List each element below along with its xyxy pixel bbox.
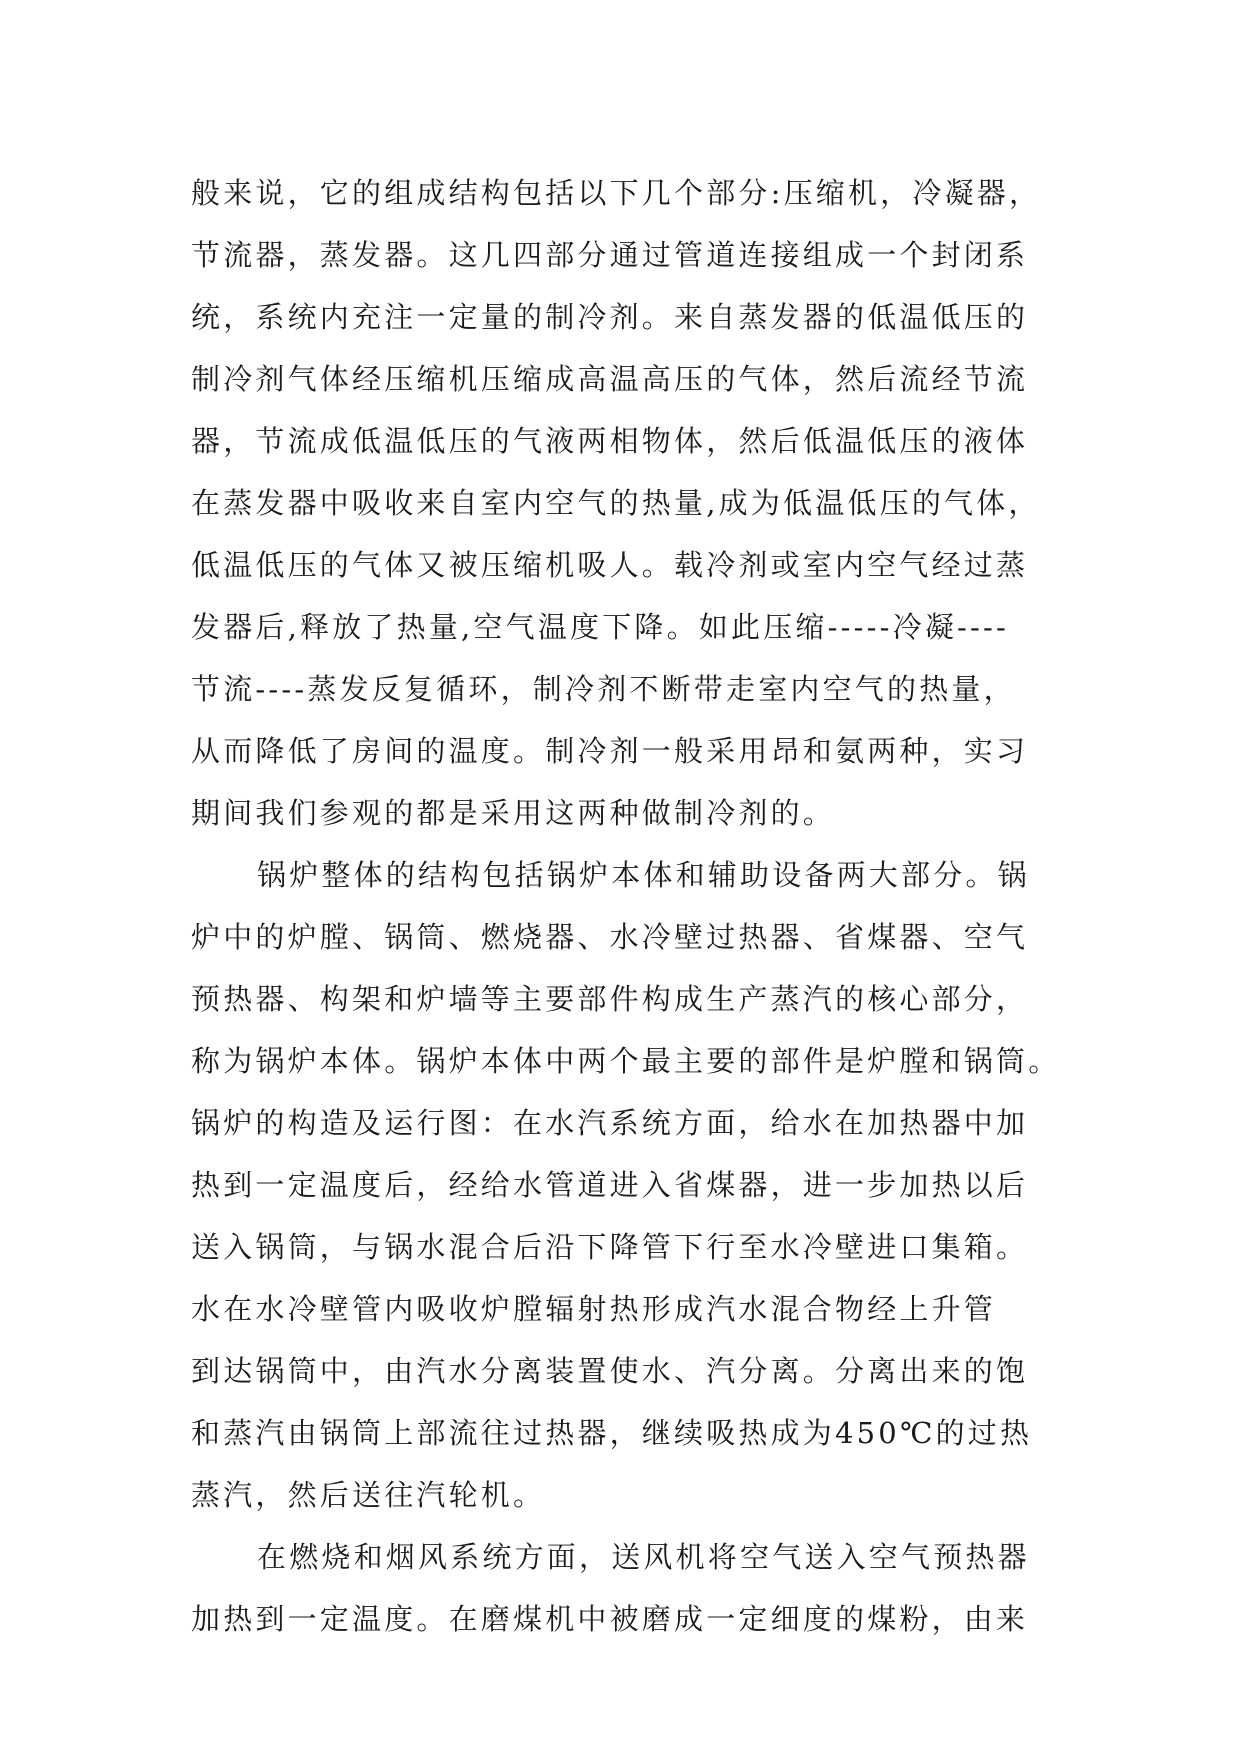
paragraph-line: 蒸汽，然后送往汽轮机。 xyxy=(191,1478,546,1512)
paragraph-line: 水在水冷壁管内吸收炉膛辐射热形成汽水混合物经上升管 xyxy=(191,1292,997,1326)
paragraph-line: 加热到一定温度。在磨煤机中被磨成一定细度的煤粉，由来 xyxy=(191,1602,1029,1636)
paragraph-boiler-structure xyxy=(191,844,1071,1526)
paragraph-line: 节流----蒸发反复循环，制冷剂不断带走室内空气的热量， xyxy=(191,672,1016,706)
paragraph-line: 制冷剂气体经压缩机压缩成高温高压的气体，然后流经节流 xyxy=(191,362,1029,396)
paragraph-line: 器，节流成低温低压的气液两相物体，然后低温低压的液体 xyxy=(191,424,1029,458)
paragraph-line: 发器后,释放了热量,空气温度下降。如此压缩-----冷凝---- xyxy=(191,610,1010,644)
paragraph-line: 锅炉的构造及运行图：在水汽系统方面，给水在加热器中加 xyxy=(191,1106,1029,1140)
paragraph-line: 从而降低了房间的温度。制冷剂一般采用昂和氨两种，实习 xyxy=(191,734,1029,768)
paragraph-line: 在蒸发器中吸收来自室内空气的热量,成为低温低压的气体， xyxy=(191,486,1041,520)
paragraph-line: 统，系统内充注一定量的制冷剂。来自蒸发器的低温低压的 xyxy=(191,300,1029,334)
document-body xyxy=(191,162,1071,1650)
paragraph-line: 热到一定温度后，经给水管道进入省煤器，进一步加热以后 xyxy=(191,1168,1029,1202)
paragraph-line-indented: 在燃烧和烟风系统方面，送风机将空气送入空气预热器 xyxy=(257,1540,1030,1574)
paragraph-line: 和蒸汽由锅筒上部流往过热器，继续吸热成为450℃的过热 xyxy=(191,1416,1033,1450)
paragraph-line: 送入锅筒，与锅水混合后沿下降管下行至水冷壁进口集箱。 xyxy=(191,1230,1029,1264)
paragraph-line: 般来说，它的组成结构包括以下几个部分:压缩机，冷凝器， xyxy=(191,176,1042,210)
paragraph-line: 炉中的炉膛、锅筒、燃烧器、水冷壁过热器、省煤器、空气 xyxy=(191,920,1029,954)
paragraph-line: 预热器、构架和炉墙等主要部件构成生产蒸汽的核心部分， xyxy=(191,982,1029,1016)
paragraph-line: 期间我们参观的都是采用这两种做制冷剂的。 xyxy=(191,796,836,830)
paragraph-combustion-system xyxy=(191,1526,1071,1650)
paragraph-refrigeration xyxy=(191,162,1071,844)
paragraph-line-indented: 锅炉整体的结构包括锅炉本体和辅助设备两大部分。锅 xyxy=(257,858,1030,892)
paragraph-line: 称为锅炉本体。锅炉本体中两个最主要的部件是炉膛和锅筒。 xyxy=(191,1044,1061,1078)
paragraph-line: 节流器，蒸发器。这几四部分通过管道连接组成一个封闭系 xyxy=(191,238,1029,272)
paragraph-line: 到达锅筒中，由汽水分离装置使水、汽分离。分离出来的饱 xyxy=(191,1354,1029,1388)
paragraph-line: 低温低压的气体又被压缩机吸人。载冷剂或室内空气经过蒸 xyxy=(191,548,1029,582)
